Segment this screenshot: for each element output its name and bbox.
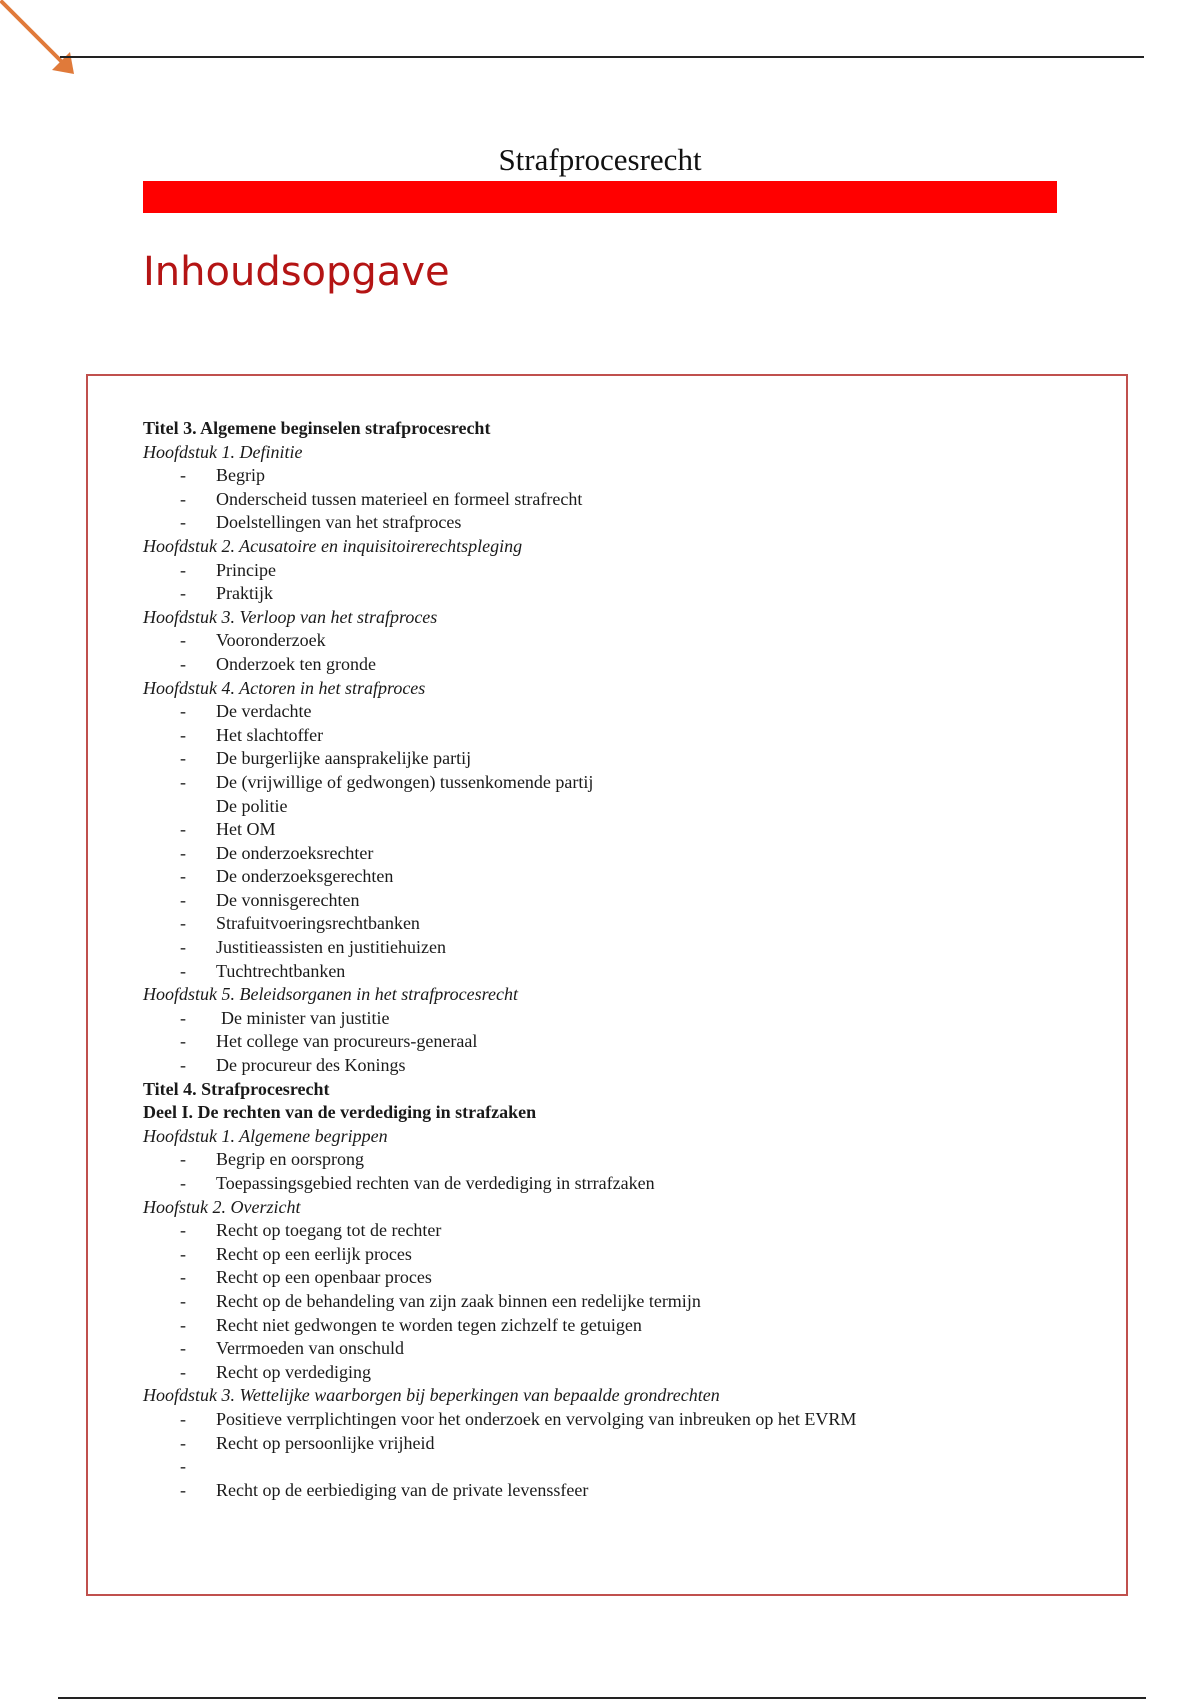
bullet-dash: - — [180, 1267, 186, 1288]
toc-item-text: Recht op toegang tot de rechter — [216, 1220, 442, 1241]
toc-list-item — [143, 559, 1103, 583]
toc-list-item — [143, 818, 1103, 842]
toc-list-item — [143, 1290, 1103, 1314]
toc-list-item — [143, 795, 1103, 819]
bullet-dash: - — [180, 583, 186, 604]
toc-item-text: Recht op persoonlijke vrijheid — [216, 1432, 435, 1453]
toc-item-text: Recht op een openbaar proces — [216, 1267, 432, 1288]
toc-item-text: Doelstellingen van het strafproces — [216, 512, 462, 533]
toc-item-text: Recht op de eerbiediging van de private levenssfeer — [216, 1479, 589, 1500]
bullet-dash: - — [180, 819, 186, 840]
toc-list-item — [143, 1172, 1103, 1196]
toc-item-text: Recht op de behandeling van zijn zaak binnen een redelijke termijn — [216, 1290, 701, 1311]
bullet-dash: - — [180, 1290, 186, 1311]
toc-item-text: Begrip — [216, 465, 265, 486]
bullet-dash: - — [180, 465, 186, 486]
toc-heading: Inhoudsopgave — [143, 249, 450, 295]
toc-item-text: Onderscheid tussen materieel en formeel strafrecht — [216, 488, 583, 509]
toc-item-text: Principe — [216, 559, 276, 580]
toc-item-text: De burgerlijke aansprakelijke partij — [216, 748, 472, 769]
toc-item-text: Strafuitvoeringsrechtbanken — [216, 913, 420, 934]
toc-item-text: De vonnisgerechten — [216, 889, 360, 910]
toc-title-heading: Deel I. De rechten van de verdediging in strafzaken — [143, 1102, 537, 1123]
toc-list-item — [143, 629, 1103, 653]
toc-item-text: De onderzoeksgerechten — [216, 866, 394, 887]
toc-item-text: Verrmoeden van onschuld — [216, 1338, 404, 1359]
bullet-dash: - — [180, 960, 186, 981]
toc-item-text: Onderzoek ten gronde — [216, 653, 376, 674]
toc-list-item — [143, 1266, 1103, 1290]
toc-chapter-heading: Hoofdstuk 3. Verloop van het strafproces — [143, 606, 438, 627]
toc-item-text: De procureur des Konings — [216, 1055, 406, 1076]
toc-list-item — [143, 724, 1103, 748]
toc-chapter-heading: Hoofdstuk 4. Actoren in het strafproces — [143, 677, 426, 698]
bullet-dash: - — [180, 889, 186, 910]
bullet-dash: - — [180, 701, 186, 722]
toc-list-item — [143, 1243, 1103, 1267]
toc-list-item — [143, 1007, 1103, 1031]
toc-item-text: De verdachte — [216, 701, 312, 722]
toc-item-text: De minister van justitie — [221, 1007, 390, 1028]
bullet-dash: - — [180, 1408, 186, 1429]
toc-item-text: Het OM — [216, 819, 276, 840]
bullet-dash: - — [180, 937, 186, 958]
toc-list-item — [143, 582, 1103, 606]
footer-rule — [58, 1697, 1146, 1699]
toc-list-item — [143, 865, 1103, 889]
toc-item-text: De onderzoeksrechter — [216, 842, 374, 863]
page-header-title: Strafprocesrecht — [498, 142, 702, 177]
toc-item-text: De politie — [216, 795, 288, 816]
bullet-dash: - — [180, 771, 186, 792]
toc-list-item — [143, 1455, 1103, 1479]
toc-list-item — [143, 653, 1103, 677]
toc-list-item — [143, 912, 1103, 936]
bullet-dash: - — [180, 866, 186, 887]
toc-title-heading: Titel 3. Algemene beginselen strafprocesrecht — [143, 418, 491, 438]
toc-item-text: Recht op verdediging — [216, 1361, 371, 1382]
bullet-dash: - — [180, 1031, 186, 1052]
bullet-dash: - — [180, 842, 186, 863]
bullet-dash: - — [180, 1173, 186, 1193]
bullet-dash: - — [180, 1243, 186, 1264]
toc-chapter-heading: Hoofdstuk 1. Algemene begrippen — [143, 1125, 388, 1146]
toc-list-item — [143, 488, 1103, 512]
toc-item-text: Justitieassisten en justitiehuizen — [216, 937, 446, 958]
toc-list-item — [143, 464, 1103, 488]
bullet-dash: - — [180, 1007, 186, 1028]
bullet-dash: - — [180, 1314, 186, 1335]
bullet-dash: - — [180, 1338, 186, 1359]
toc-chapter-heading: Hoofdstuk 3. Wettelijke waarborgen bij beperkingen van bepaalde grondrechten — [143, 1385, 720, 1406]
toc-list-item — [143, 1219, 1103, 1243]
bullet-dash: - — [180, 748, 186, 769]
toc-item-text: Tuchtrechtbanken — [216, 960, 346, 981]
toc-list-item — [143, 889, 1103, 913]
toc-item-text: Vooronderzoek — [216, 630, 326, 651]
toc-list-item — [143, 1432, 1103, 1456]
toc-item-text: Positieve verrplichtingen voor het onderzoek en vervolging van inbreuken op het EVRM — [216, 1408, 857, 1429]
toc-list-item — [143, 1361, 1103, 1385]
toc-list-item — [143, 747, 1103, 771]
toc-list-item — [143, 771, 1103, 795]
toc-item-text: Het slachtoffer — [216, 724, 324, 745]
toc-list — [143, 417, 1103, 1502]
title-banner — [143, 181, 1057, 213]
header-rule — [60, 56, 1144, 58]
toc-list-item — [143, 511, 1103, 535]
toc-list-item — [143, 842, 1103, 866]
toc-item-text: Praktijk — [216, 583, 273, 604]
toc-chapter-heading: Hoofdstuk 1. Definitie — [143, 441, 303, 462]
toc-list-item — [143, 1148, 1103, 1172]
bullet-dash: - — [180, 913, 186, 934]
bullet-dash: - — [180, 1361, 186, 1382]
bullet-dash: - — [180, 724, 186, 745]
toc-title-heading: Titel 4. Strafprocesrecht — [143, 1078, 330, 1099]
bullet-dash: - — [180, 630, 186, 651]
bullet-dash: - — [180, 1479, 186, 1500]
toc-item-text: Recht op een eerlijk proces — [216, 1243, 412, 1264]
toc-list-item — [143, 1479, 1103, 1503]
toc-list-item — [143, 1314, 1103, 1338]
toc-item-text: De (vrijwillige of gedwongen) tussenkomende partij — [216, 771, 594, 792]
toc-list-item — [143, 936, 1103, 960]
toc-item-text: Recht niet gedwongen te worden tegen zichzelf te getuigen — [216, 1314, 642, 1335]
bullet-dash: - — [180, 1149, 186, 1170]
toc-list-item — [143, 1054, 1103, 1078]
toc-item-text: Het college van procureurs-generaal — [216, 1031, 478, 1052]
toc-list-item — [143, 1408, 1103, 1432]
toc-list-item — [143, 1030, 1103, 1054]
bullet-dash: - — [180, 1220, 186, 1241]
toc-item-text: Toepassingsgebied rechten van de verdediging in strrafzaken — [216, 1173, 655, 1193]
bullet-dash: - — [180, 1432, 186, 1453]
bullet-dash: - — [180, 653, 186, 674]
toc-chapter-heading: Hoofdstuk 5. Beleidsorganen in het strafprocesrecht — [143, 984, 518, 1005]
bullet-dash: - — [180, 488, 186, 509]
toc-item-text: Begrip en oorsprong — [216, 1149, 364, 1170]
bullet-dash: - — [180, 1055, 186, 1076]
bullet-dash: - — [180, 512, 186, 533]
bullet-dash: - — [180, 559, 186, 580]
toc-list-item — [143, 960, 1103, 984]
toc-list-item — [143, 1337, 1103, 1361]
toc-chapter-heading: Hoofstuk 2. Overzicht — [143, 1196, 301, 1217]
annotation-arrow-icon — [0, 0, 80, 80]
toc-list-item — [143, 700, 1103, 724]
toc-chapter-heading: Hoofdstuk 2. Acusatoire en inquisitoirerechtspleging — [143, 535, 523, 556]
bullet-dash: - — [180, 1456, 186, 1477]
